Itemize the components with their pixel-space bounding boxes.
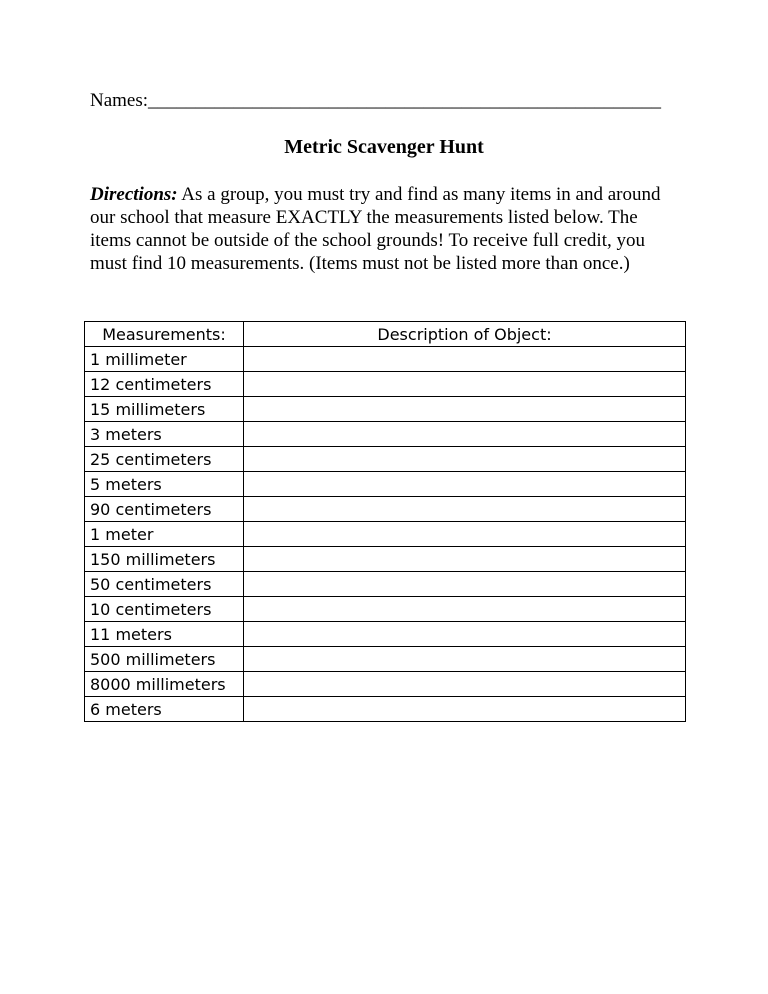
description-cell[interactable] <box>244 347 686 372</box>
table-row <box>85 522 686 547</box>
table-row <box>85 572 686 597</box>
measurement-cell: 12 centimeters <box>85 372 244 397</box>
table-header-row <box>85 322 686 347</box>
table-row <box>85 447 686 472</box>
directions-text: As a group, you must try and find as many items in and around our school that measure EXACTLY the measurements listed below. The items cannot be outside of the school grounds! To receive full credit, you must find 10 measurements. (Items must not be listed more than once.) <box>90 184 661 274</box>
measurement-cell: 500 millimeters <box>85 647 244 672</box>
description-cell[interactable] <box>244 372 686 397</box>
description-header: Description of Object: <box>244 322 686 347</box>
page-title: Metric Scavenger Hunt <box>284 136 484 158</box>
description-cell[interactable] <box>244 497 686 522</box>
measurement-cell: 25 centimeters <box>85 447 244 472</box>
measurement-cell: 90 centimeters <box>85 497 244 522</box>
directions-label: Directions: <box>90 184 178 205</box>
measurement-cell: 1 millimeter <box>85 347 244 372</box>
measurement-cell: 150 millimeters <box>85 547 244 572</box>
table-row <box>85 622 686 647</box>
names-line[interactable] <box>90 90 661 112</box>
measurement-cell: 8000 millimeters <box>85 672 244 697</box>
table-row <box>85 422 686 447</box>
table-row <box>85 547 686 572</box>
measurement-cell: 1 meter <box>85 522 244 547</box>
names-label: Names: <box>90 90 149 111</box>
description-cell[interactable] <box>244 547 686 572</box>
names-blank[interactable]: ______________________________________________________ <box>148 90 662 111</box>
measurement-cell: 3 meters <box>85 422 244 447</box>
table-row <box>85 647 686 672</box>
description-cell[interactable] <box>244 672 686 697</box>
description-cell[interactable] <box>244 697 686 722</box>
measurement-cell: 50 centimeters <box>85 572 244 597</box>
measurement-cell: 11 meters <box>85 622 244 647</box>
measurements-header: Measurements: <box>85 322 244 347</box>
measurement-table <box>84 321 686 722</box>
table-row <box>85 597 686 622</box>
description-cell[interactable] <box>244 522 686 547</box>
table-body <box>85 347 686 722</box>
description-cell[interactable] <box>244 472 686 497</box>
table-row <box>85 472 686 497</box>
description-cell[interactable] <box>244 422 686 447</box>
measurement-cell: 6 meters <box>85 697 244 722</box>
directions-paragraph <box>90 183 670 275</box>
table-row <box>85 372 686 397</box>
table-row <box>85 347 686 372</box>
description-cell[interactable] <box>244 622 686 647</box>
description-cell[interactable] <box>244 397 686 422</box>
description-cell[interactable] <box>244 572 686 597</box>
description-cell[interactable] <box>244 447 686 472</box>
measurement-cell: 10 centimeters <box>85 597 244 622</box>
table-row <box>85 397 686 422</box>
measurement-cell: 5 meters <box>85 472 244 497</box>
measurement-cell: 15 millimeters <box>85 397 244 422</box>
table-row <box>85 672 686 697</box>
description-cell[interactable] <box>244 647 686 672</box>
table-row <box>85 697 686 722</box>
table-row <box>85 497 686 522</box>
description-cell[interactable] <box>244 597 686 622</box>
